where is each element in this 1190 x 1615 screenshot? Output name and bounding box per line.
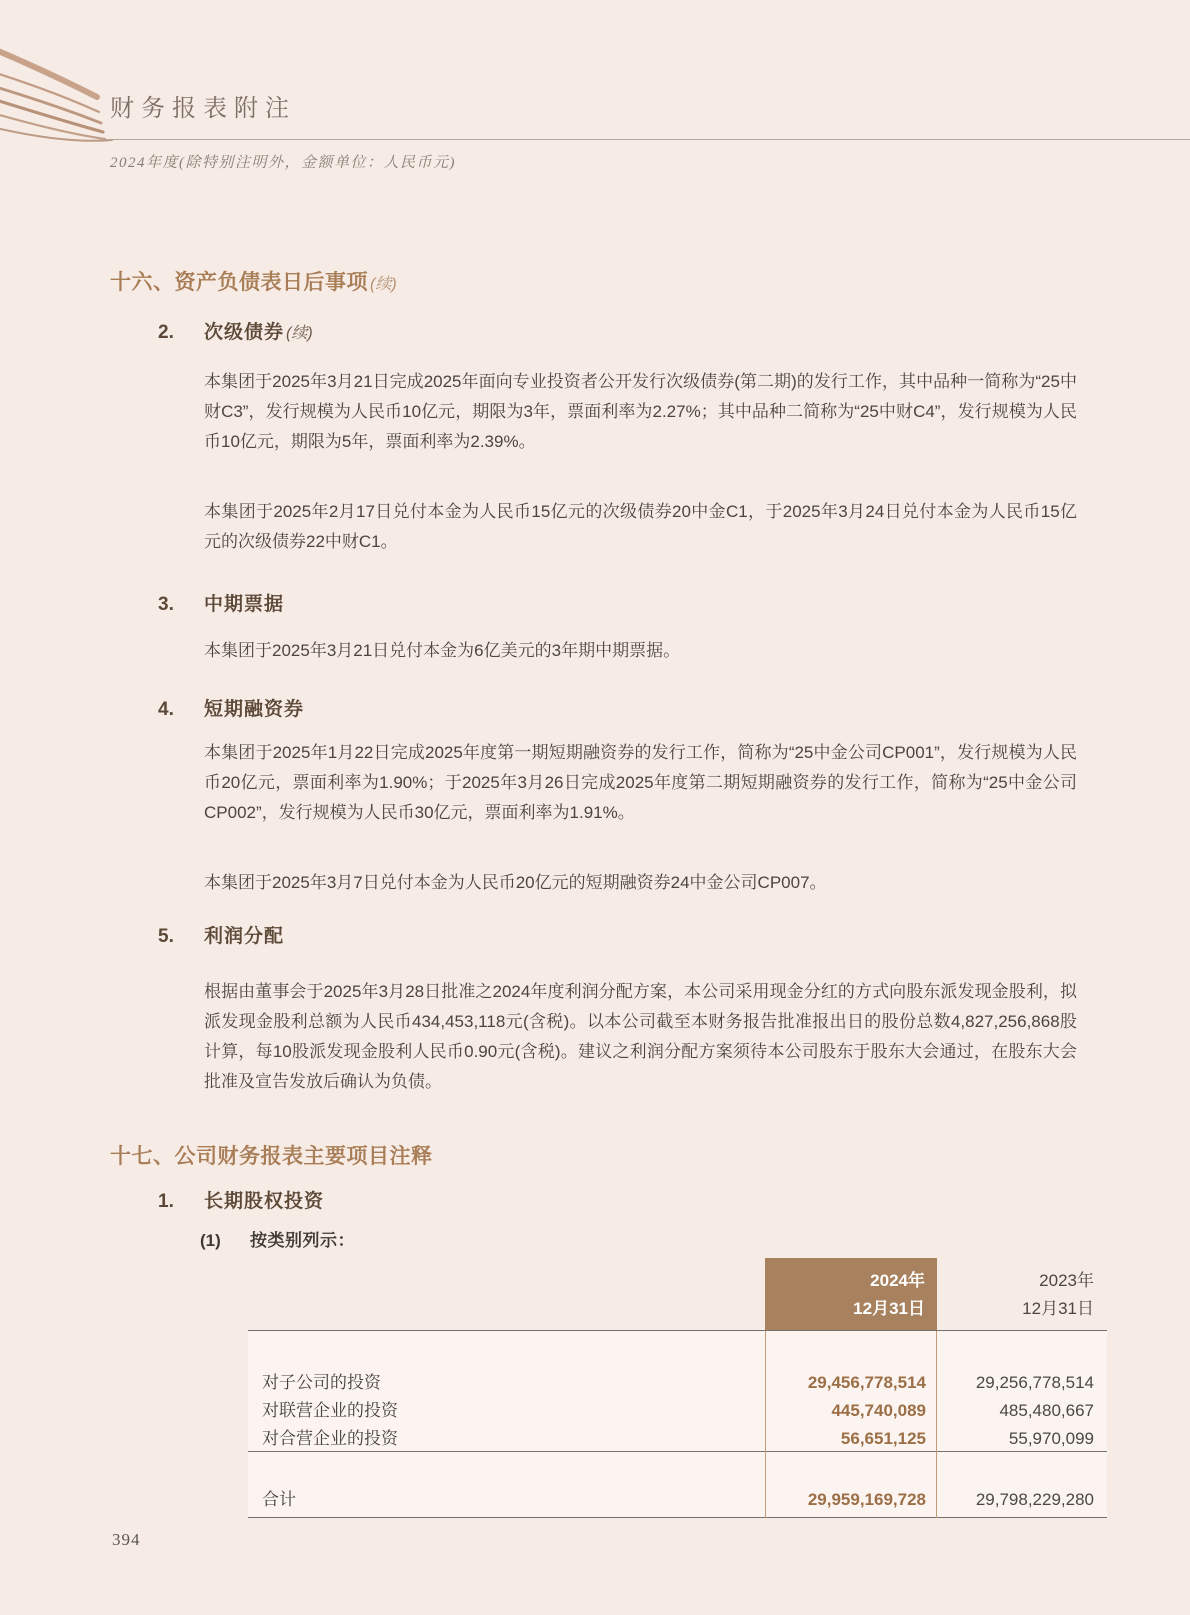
item-2-paragraph-2: 本集团于2025年2月17日兑付本金为人民币15亿元的次级债券20中金C1，于2025年3月24日兑付本金为人民币15亿元的次级债券22中财C1。 xyxy=(204,502,1077,551)
item-4-paragraph-2: 本集团于2025年3月7日兑付本金为人民币20亿元的短期融资券24中金公司CP007。 xyxy=(204,873,827,892)
table-header-spacer xyxy=(248,1258,765,1330)
item-4-number: 4. xyxy=(158,699,174,720)
table-column-header-2023 xyxy=(937,1258,1107,1330)
table-row xyxy=(248,1425,1107,1453)
page-title: 财务报表附注 xyxy=(110,96,296,122)
section-17-heading xyxy=(110,1140,433,1170)
header-2023-year: 2023年 xyxy=(1039,1271,1094,1290)
item-3-number: 3. xyxy=(158,594,174,615)
table-row xyxy=(248,1397,1107,1425)
header-2023-date: 12月31日 xyxy=(1022,1299,1094,1318)
sub-item-1-heading xyxy=(200,1226,355,1251)
row-value-2024: 56,651,125 xyxy=(765,1425,937,1453)
item-4-heading xyxy=(158,694,304,721)
section-17-item-1-title: 长期股权投资 xyxy=(204,1191,325,1212)
page-number: 394 xyxy=(112,1530,141,1549)
item-2-paragraph-1: 本集团于2025年3月21日完成2025年面向专业投资者公开发行次级债券(第二期)的发行工作，其中品种一简称为“25中财C3”，发行规模为人民币10亿元，期限为3年，票面利率为2.27%；其中品种二简称为“25中财C4”，发行规模为人民币10亿元，期限为5年，票面利率为2.39%。 xyxy=(204,372,1077,451)
row-value-2023: 485,480,667 xyxy=(999,1401,1094,1420)
item-3-title: 中期票据 xyxy=(204,594,285,615)
row-value-2023: 55,970,099 xyxy=(1008,1429,1094,1448)
section-16-title: 十六、资产负债表日后事项 xyxy=(110,271,368,294)
item-5-title: 利润分配 xyxy=(204,926,285,947)
item-3-heading xyxy=(158,589,284,616)
table-column-header-2024 xyxy=(765,1258,937,1330)
row-label: 对联营企业的投资 xyxy=(262,1401,398,1420)
table-total-section xyxy=(248,1452,1107,1518)
item-5-paragraph-1: 根据由董事会于2025年3月28日批准之2024年度利润分配方案，本公司采用现金分红的方式向股东派发现金股利，拟派发现金股利总额为人民币434,453,118元(含税)。以本公司截至本财务报告批准报出日的股份总数4,827,256,868股计算，每10股派发现金股利人民币0.90元(含税)。建议之利润分配方案须待本公司股东于股东大会通过，在股东大会批准及宣告发放后确认为负债。 xyxy=(204,982,1077,1091)
investment-by-category-table xyxy=(248,1258,1107,1518)
section-16-continued-mark: (续) xyxy=(370,276,397,293)
item-2-title: 次级债券 xyxy=(204,322,285,343)
section-17-item-1-number: 1. xyxy=(158,1191,174,1212)
row-value-2024: 29,456,778,514 xyxy=(765,1331,937,1397)
table-row xyxy=(248,1369,1107,1397)
item-2-heading xyxy=(158,317,313,344)
header-2024-year: 2024年 xyxy=(870,1271,925,1290)
item-2-continued-mark: (续) xyxy=(286,325,313,342)
item-5-heading xyxy=(158,921,284,948)
row-value-2023: 29,256,778,514 xyxy=(975,1373,1094,1392)
item-4-title: 短期融资券 xyxy=(204,699,305,720)
sub-item-1-number: (1) xyxy=(200,1231,221,1250)
table-header-row xyxy=(248,1258,1107,1330)
total-value-2023: 29,798,229,280 xyxy=(975,1490,1094,1509)
header-divider xyxy=(100,139,1190,140)
item-5-number: 5. xyxy=(158,926,174,947)
section-17-title: 十七、公司财务报表主要项目注释 xyxy=(110,1145,433,1168)
item-4-paragraph-1: 本集团于2025年1月22日完成2025年度第一期短期融资券的发行工作，简称为“25中金公司CP001”，发行规模为人民币20亿元，票面利率为1.90%；于2025年3月26日完成2025年度第二期短期融资券的发行工作，简称为“25中金公司CP002”，发行规模为人民币30亿元，票面利率为1.91%。 xyxy=(204,743,1077,822)
total-label: 合计 xyxy=(262,1490,296,1509)
item-3-paragraph-1: 本集团于2025年3月21日兑付本金为6亿美元的3年期中期票据。 xyxy=(204,641,681,660)
row-label: 对子公司的投资 xyxy=(262,1373,381,1392)
item-2-number: 2. xyxy=(158,322,174,343)
table-total-row xyxy=(248,1486,1107,1518)
page-subtitle: 2024年度(除特别注明外，金额单位：人民币元) xyxy=(110,155,456,171)
row-label: 对合营企业的投资 xyxy=(262,1429,398,1448)
section-17-item-1-heading xyxy=(158,1186,324,1213)
row-value-2024: 445,740,089 xyxy=(765,1397,937,1425)
total-value-2024: 29,959,169,728 xyxy=(765,1452,937,1518)
section-16-heading xyxy=(110,266,397,296)
header-2024-date: 12月31日 xyxy=(853,1299,925,1318)
table-body xyxy=(248,1330,1107,1452)
sub-item-1-label: 按类别列示： xyxy=(250,1231,355,1250)
